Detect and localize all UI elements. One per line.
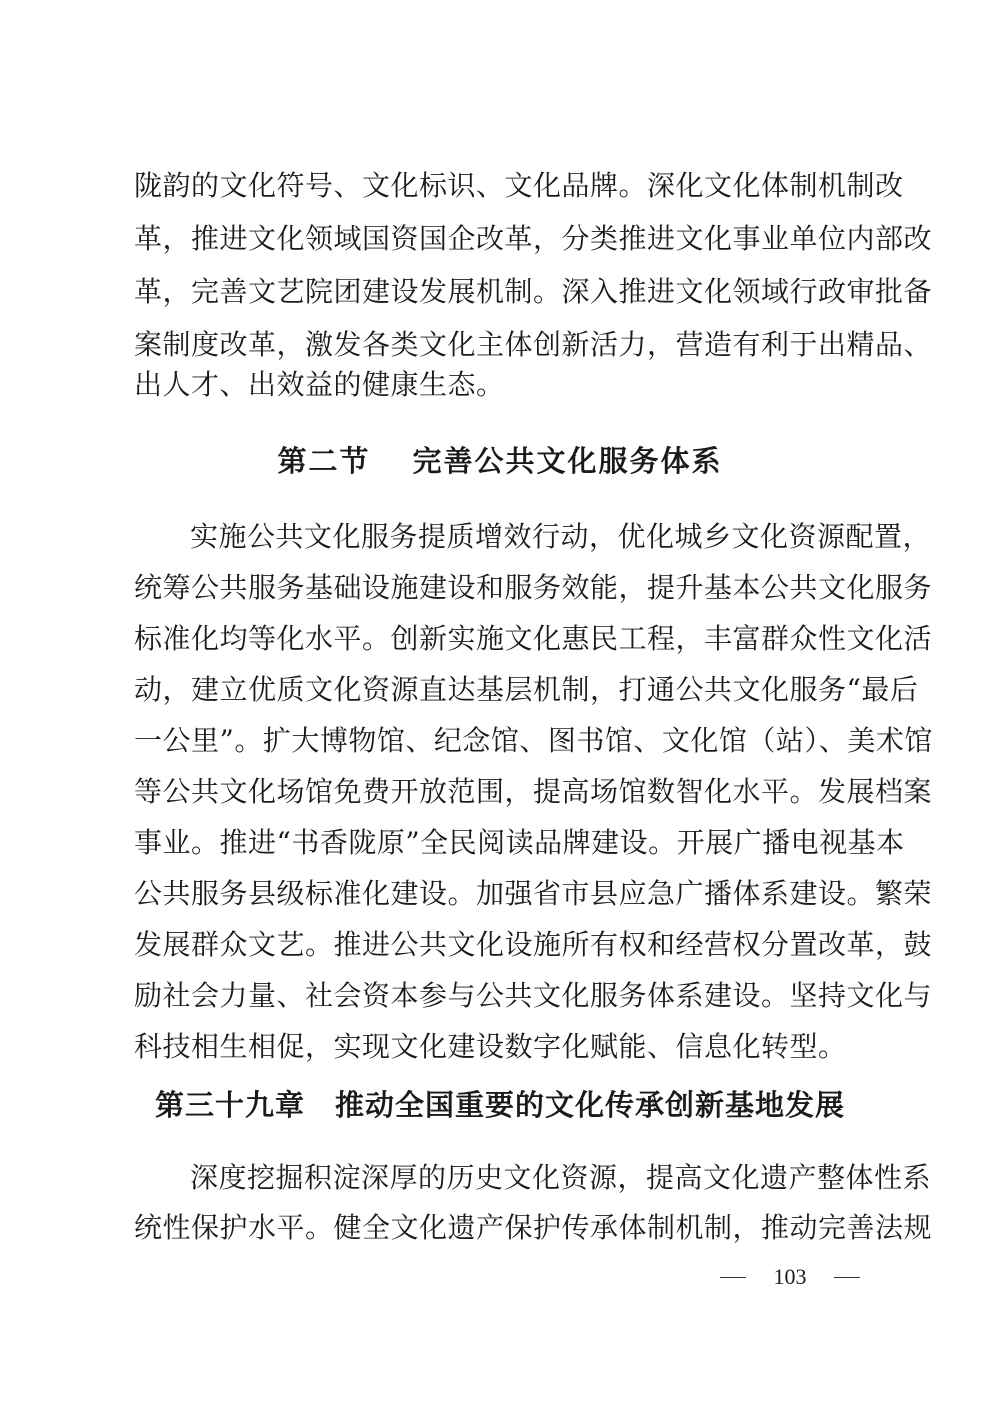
paragraph2-line-5: 一公里”。扩大博物馆、纪念馆、图书馆、文化馆（站）、美术馆 — [134, 724, 933, 757]
paragraph2-line-4: 动，建立优质文化资源直达基层机制，打通公共文化服务“最后 — [134, 673, 919, 706]
paragraph1-line-3: 革，完善文艺院团建设发展机制。深入推进文化领域行政审批备 — [134, 275, 933, 308]
section-number: 第二节 — [277, 444, 371, 478]
paragraph2-line-2: 统筹公共服务基础设施建设和服务效能，提升基本公共文化服务 — [134, 571, 933, 604]
paragraph2-line-1: 实施公共文化服务提质增效行动，优化城乡文化资源配置， — [190, 520, 932, 553]
paragraph2-line-9: 发展群众文艺。推进公共文化设施所有权和经营权分置改革，鼓 — [134, 928, 933, 961]
paragraph3-line-2: 统性保护水平。健全文化遗产保护传承体制机制，推动完善法规 — [134, 1211, 933, 1244]
paragraph2-line-7: 事业。推进“书香陇原”全民阅读品牌建设。开展广播电视基本 — [134, 826, 905, 859]
paragraph1-line-1: 陇韵的文化符号、文化标识、文化品牌。深化文化体制机制改 — [134, 169, 904, 202]
page-number-right-dash — [834, 1277, 860, 1278]
page-number — [720, 1262, 860, 1292]
paragraph2-line-10: 励社会力量、社会资本参与公共文化服务体系建设。坚持文化与 — [134, 979, 933, 1012]
chapter-heading — [0, 1085, 1000, 1125]
paragraph1-line-5: 出人才、出效益的健康生态。 — [134, 368, 505, 401]
page-number-left-dash — [720, 1277, 746, 1278]
paragraph2-line-6: 等公共文化场馆免费开放范围，提高场馆数智化水平。发展档案 — [134, 775, 933, 808]
paragraph2-line-8: 公共服务县级标准化建设。加强省市县应急广播体系建设。繁荣 — [134, 877, 933, 910]
paragraph1-line-4: 案制度改革，激发各类文化主体创新活力，营造有利于出精品、 — [134, 328, 933, 361]
section-heading — [0, 441, 1000, 481]
paragraph2-line-11: 科技相生相促，实现文化建设数字化赋能、信息化转型。 — [134, 1030, 847, 1063]
paragraph2-line-3: 标准化均等化水平。创新实施文化惠民工程，丰富群众性文化活 — [134, 622, 933, 655]
page-number-value: 103 — [773, 1264, 807, 1289]
chapter-title: 推动全国重要的文化传承创新基地发展 — [335, 1088, 846, 1122]
section-title: 完善公共文化服务体系 — [412, 444, 723, 478]
paragraph1-line-2: 革，推进文化领域国资国企改革，分类推进文化事业单位内部改 — [134, 222, 933, 255]
paragraph3-line-1: 深度挖掘积淀深厚的历史文化资源，提高文化遗产整体性系 — [190, 1161, 932, 1194]
chapter-number: 第三十九章 — [154, 1088, 305, 1122]
